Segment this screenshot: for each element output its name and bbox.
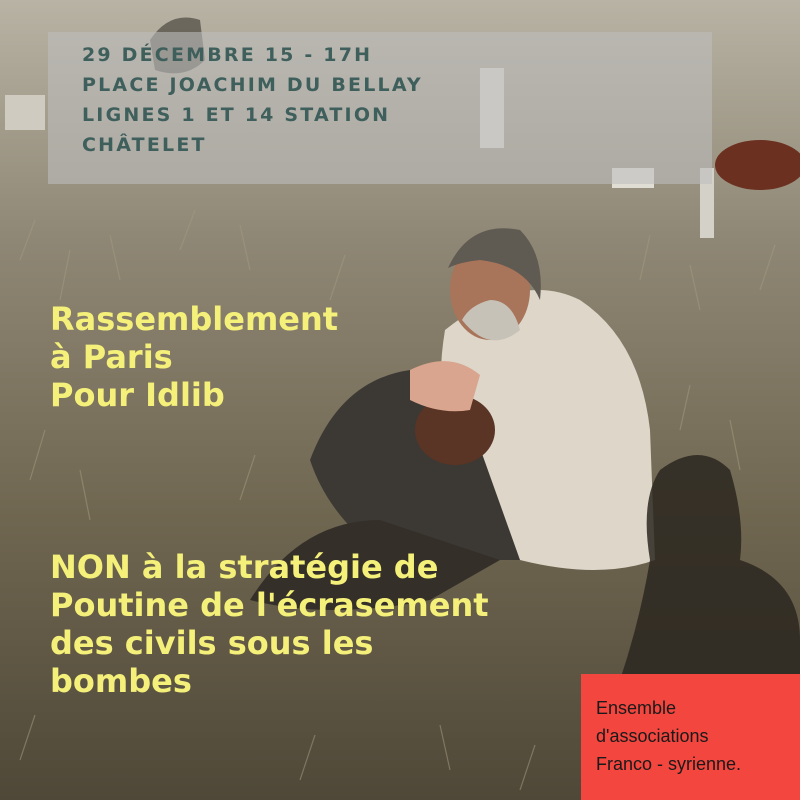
- headline-line: Rassemblement: [50, 300, 339, 338]
- event-station: CHÂTELET: [82, 134, 207, 156]
- event-location: PLACE JOACHIM DU BELLAY: [82, 74, 423, 96]
- event-info-box: [48, 32, 712, 184]
- message-line: NON à la stratégie de: [50, 548, 439, 586]
- headline-line: Pour Idlib: [50, 376, 225, 414]
- headline-line: à Paris: [50, 338, 173, 376]
- organization-line: Ensemble: [596, 698, 677, 718]
- headline: [50, 300, 338, 414]
- message-line: bombes: [50, 662, 192, 700]
- event-metro-lines: LIGNES 1 ET 14 STATION: [82, 104, 391, 126]
- organization-line: Franco - syrienne.: [596, 754, 742, 774]
- event-date-time: 29 DÉCEMBRE 15 - 17H: [82, 44, 373, 66]
- message-line: Poutine de l'écrasement: [50, 586, 489, 624]
- organization-box: [581, 674, 800, 800]
- protest-message: [50, 548, 489, 700]
- organization-line: d'associations: [596, 726, 709, 746]
- message-line: des civils sous les: [50, 624, 374, 662]
